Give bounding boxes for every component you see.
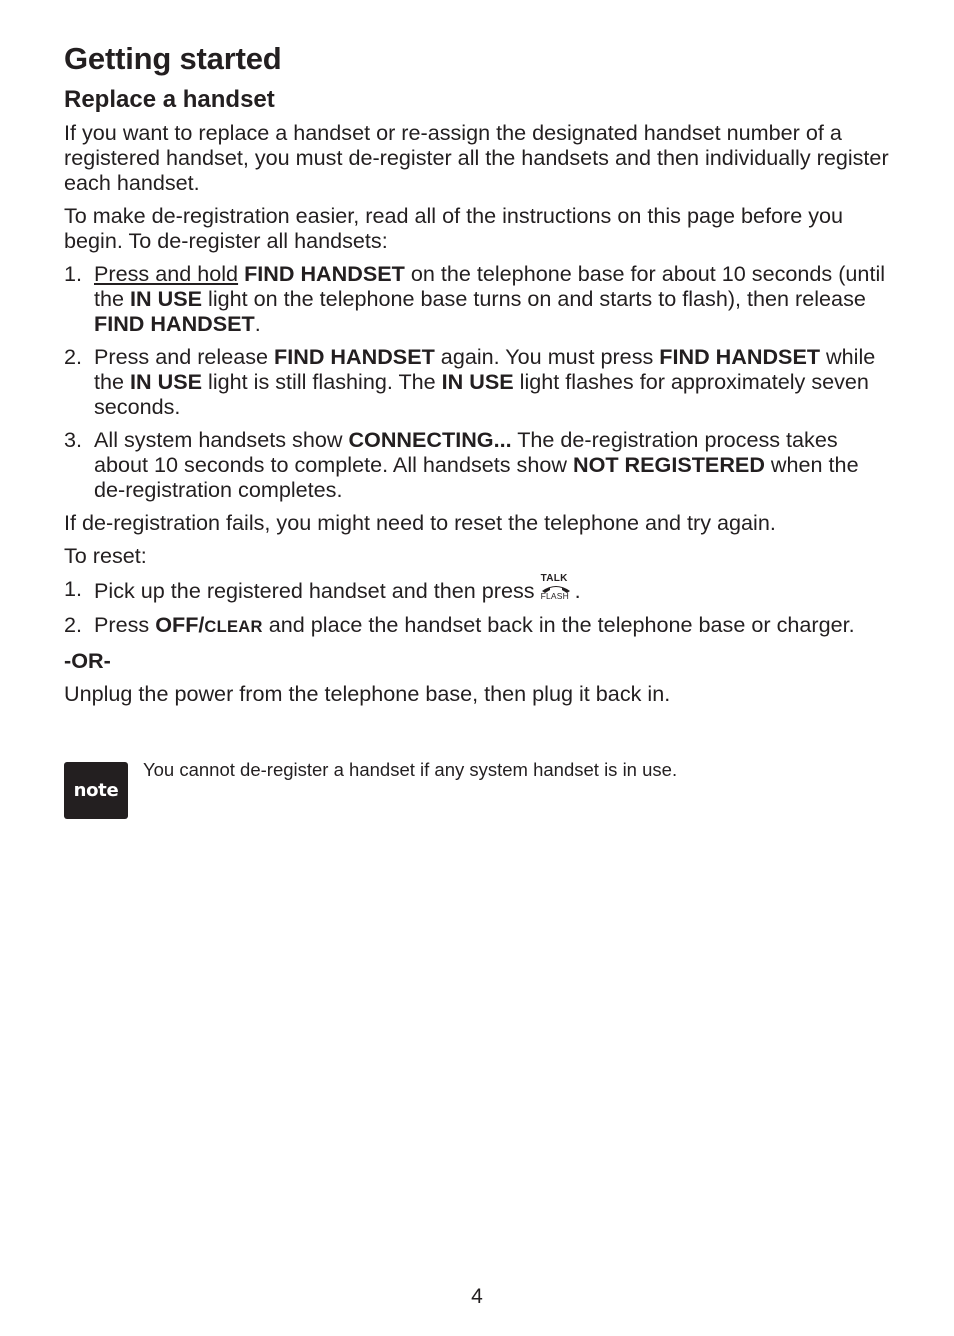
page-number: 4: [471, 1285, 483, 1308]
step-text: when the de-registration completes.: [94, 452, 859, 502]
step-text: again. You must press: [434, 344, 660, 369]
light-in-use: IN USE: [130, 286, 203, 311]
key-clear: CLEAR: [204, 618, 263, 636]
deregister-steps: [64, 261, 894, 502]
reset-step-2: [64, 612, 894, 640]
step-text: light is still flashing. The: [202, 369, 442, 394]
step-1: [64, 261, 894, 336]
step-text: All system handsets show: [94, 427, 349, 452]
unplug-paragraph: Unplug the power from the telephone base, then plug it back in.: [64, 681, 671, 706]
talk-flash-key-icon: [539, 573, 575, 604]
step-text: The de-registration process takes about 10 seconds to complete. All handsets show: [94, 427, 838, 477]
step-number: 1.: [64, 576, 83, 601]
step-text: and place the handset back in the telephone base or charger.: [262, 612, 855, 637]
key-find-handset: FIND HANDSET: [659, 344, 821, 369]
note-text: You cannot de-register a handset if any system handset is in use.: [143, 759, 678, 780]
step-number: 3.: [64, 427, 83, 452]
screen-connecting: CONNECTING...: [348, 427, 512, 452]
reset-steps: [64, 573, 894, 640]
note-badge: note: [64, 762, 128, 819]
key-top-label: TALK: [540, 573, 568, 584]
light-in-use: IN USE: [130, 369, 203, 394]
or-separator: -OR-: [64, 648, 111, 673]
step-text: light on the telephone base turns on and starts to flash), then release: [202, 286, 866, 311]
step-text: while the: [94, 344, 876, 394]
step-number: 2.: [64, 612, 83, 637]
step-number: 1.: [64, 261, 83, 286]
step-text: light flashes for approximately seven seconds.: [94, 369, 869, 419]
intro-paragraph-1: If you want to replace a handset or re-assign the designated handset number of a registered handset, you must de-register all the handsets and then individually register each handset.: [64, 120, 889, 195]
light-in-use: IN USE: [441, 369, 514, 394]
key-bottom-label: FLASH: [540, 591, 569, 601]
step-text: Pick up the registered handset and then press: [94, 578, 535, 603]
key-find-handset: FIND HANDSET: [244, 261, 405, 286]
intro-paragraph-2: To make de-registration easier, read all of the instructions on this page before you begin. To de-register all handsets:: [64, 203, 844, 253]
page-title: Getting started: [64, 41, 282, 76]
screen-not-registered: NOT REGISTERED: [572, 452, 765, 477]
key-find-handset: FIND HANDSET: [274, 344, 435, 369]
step-text: Press and release: [94, 344, 275, 369]
reset-label: To reset:: [64, 543, 147, 568]
step-text: on the telephone base for about 10 seconds (until the: [94, 261, 886, 311]
step-text: .: [574, 578, 581, 603]
key-off: OFF/: [155, 612, 205, 637]
reset-step-1: [64, 573, 894, 604]
body-text: [64, 120, 894, 714]
step-text: .: [254, 311, 261, 336]
step-3: [64, 427, 894, 502]
step-text: Press and hold: [94, 261, 239, 286]
step-number: 2.: [64, 344, 83, 369]
section-title: Replace a handset: [64, 86, 275, 113]
key-find-handset: FIND HANDSET: [94, 311, 255, 336]
step-text: Press: [94, 612, 156, 637]
step-2: [64, 344, 894, 419]
fail-paragraph: If de-registration fails, you might need to reset the telephone and try again.: [64, 510, 776, 535]
